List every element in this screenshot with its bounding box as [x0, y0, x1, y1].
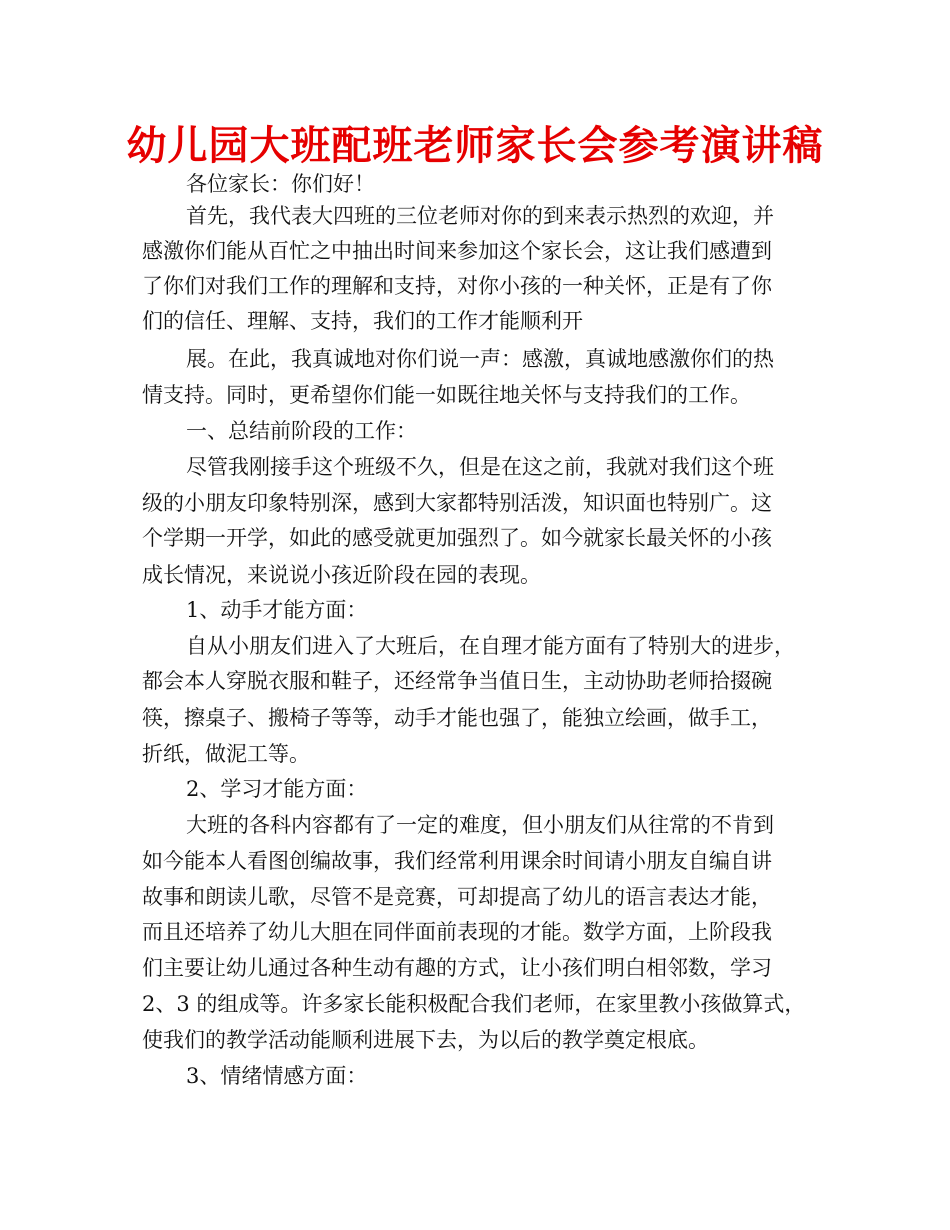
- section-heading: 3、情绪情感方面：: [186, 1064, 368, 1088]
- section-heading: 1、动手才能方面：: [186, 598, 368, 622]
- paragraph-line: 成长情况，来说说小孩近阶段在园的表现。: [142, 563, 541, 587]
- paragraph-line: 感激你们能从百忙之中抽出时间来参加这个家长会，这让我们感遭到: [142, 239, 772, 263]
- paragraph-line: 使我们的教学活动能顺利进展下去，为以后的教学奠定根底。: [142, 1028, 709, 1052]
- paragraph-line: 们主要让幼儿通过各种生动有趣的方式，让小孩们明白相邻数，学习: [142, 956, 772, 980]
- paragraph-line: 如今能本人看图创编故事，我们经常利用课余时间请小朋友自编自讲: [142, 849, 772, 873]
- paragraph-line: 故事和朗读儿歌，尽管不是竞赛，可却提高了幼儿的语言表达才能，: [142, 885, 772, 909]
- paragraph-line: 们的信任、理解、支持，我们的工作才能顺利开: [142, 309, 583, 333]
- paragraph-line: 级的小朋友印象特别深，感到大家都特别活泼，知识面也特别广。这: [142, 491, 772, 515]
- section-heading: 2、学习才能方面：: [186, 777, 368, 801]
- paragraph-line: 首先，我代表大四班的三位老师对你的到来表示热烈的欢迎，并: [186, 204, 774, 228]
- paragraph-line: 各位家长：你们好！: [186, 172, 375, 196]
- paragraph-line: 大班的各科内容都有了一定的难度，但小朋友们从往常的不肯到: [186, 813, 774, 837]
- paragraph-line: 而且还培养了幼儿大胆在同伴面前表现的才能。数学方面，上阶段我: [142, 920, 772, 944]
- paragraph-line: 了你们对我们工作的理解和支持，对你小孩的一种关怀，正是有了你: [142, 274, 772, 298]
- paragraph-line: 折纸，做泥工等。: [142, 742, 310, 766]
- document-title: 幼儿园大班配班老师家长会参考演讲稿: [126, 123, 824, 169]
- paragraph-line: 自从小朋友们进入了大班后，在自理才能方面有了特别大的进步，: [186, 634, 795, 658]
- paragraph-line: 2、3 的组成等。许多家长能积极配合我们老师，在家里教小孩做算式，: [142, 992, 806, 1016]
- paragraph-line: 展。在此，我真诚地对你们说一声：感激，真诚地感激你们的热: [186, 347, 774, 371]
- section-heading: 一、总结前阶段的工作：: [186, 419, 417, 443]
- paragraph-line: 都会本人穿脱衣服和鞋子，还经常争当值日生，主动协助老师拾掇碗: [142, 669, 772, 693]
- paragraph-line: 个学期一开学，如此的感受就更加强烈了。如今就家长最关怀的小孩: [142, 526, 772, 550]
- paragraph-line: 筷，擦桌子、搬椅子等等，动手才能也强了，能独立绘画，做手工，: [142, 706, 772, 730]
- paragraph-line: 尽管我刚接手这个班级不久，但是在这之前，我就对我们这个班: [186, 455, 774, 479]
- paragraph-line: 情支持。同时，更希望你们能一如既往地关怀与支持我们的工作。: [142, 383, 751, 407]
